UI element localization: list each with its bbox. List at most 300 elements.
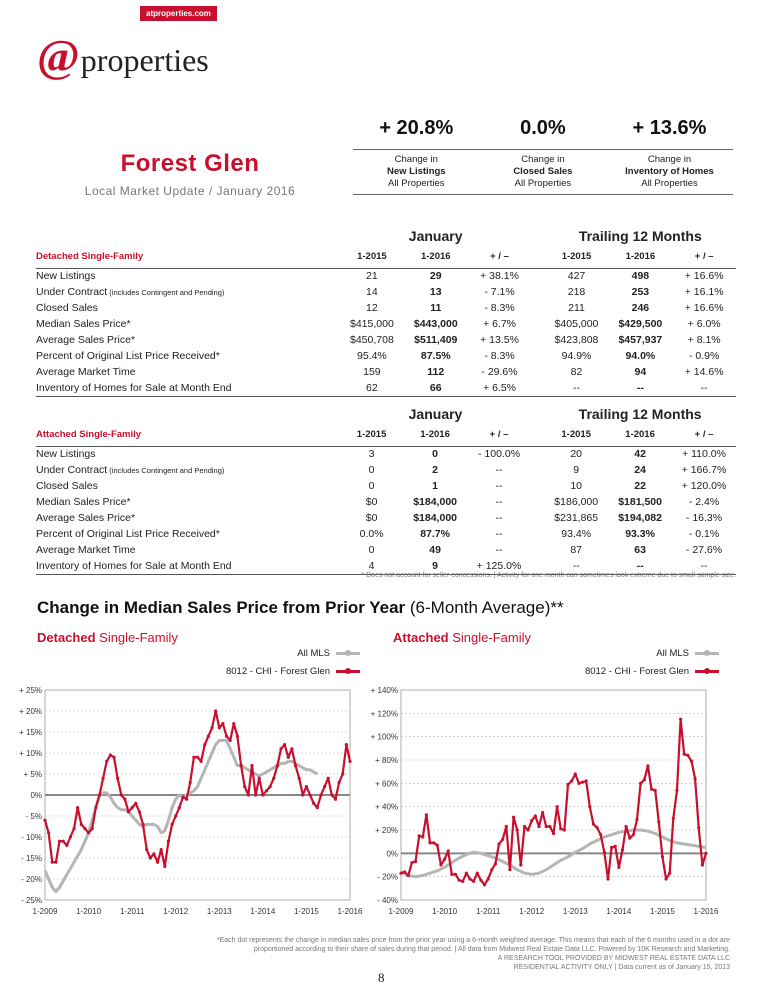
- x-tick-label: 1-2013: [562, 907, 588, 916]
- data-point: [308, 793, 311, 796]
- table-row: [36, 300, 736, 316]
- table-cell: - 2.4%: [688, 496, 720, 508]
- y-tick-label: 0%: [30, 791, 42, 800]
- table-cell: 0.0%: [359, 528, 384, 540]
- table-cell: 82: [570, 366, 583, 378]
- chart-detached-heading: [37, 630, 178, 645]
- y-tick-label: - 15%: [21, 854, 42, 863]
- data-point: [301, 793, 304, 796]
- data-point: [330, 793, 333, 796]
- row-label: Median Sales Price*: [36, 496, 131, 508]
- headline-metric: New Listings: [387, 166, 446, 177]
- group-header-trailing: Trailing 12 Months: [578, 406, 702, 422]
- table-cell: $423,808: [554, 334, 599, 346]
- data-point: [683, 753, 686, 756]
- data-point: [432, 841, 435, 844]
- row-label: Inventory of Homes for Sale at Month End: [36, 380, 340, 396]
- row-label: Average Sales Price*: [36, 512, 136, 524]
- headline-line: Change in: [394, 154, 438, 165]
- data-point: [279, 747, 282, 750]
- table-cell: 93.3%: [625, 528, 655, 540]
- table-cell: 95.4%: [357, 350, 387, 362]
- data-point: [181, 796, 184, 799]
- data-point: [116, 777, 119, 780]
- headline-inventory: [606, 117, 733, 195]
- table-cell: 29: [429, 270, 442, 283]
- column-header: + / –: [467, 424, 531, 446]
- table-row: [36, 348, 736, 364]
- y-tick-label: + 40%: [375, 802, 398, 812]
- table-cell: --: [495, 512, 503, 524]
- data-point: [468, 877, 471, 880]
- data-point: [210, 726, 213, 729]
- data-point: [694, 777, 697, 780]
- data-point: [672, 817, 675, 820]
- data-point: [497, 842, 500, 845]
- data-point: [76, 806, 79, 809]
- data-point: [610, 846, 613, 849]
- data-point: [247, 793, 250, 796]
- y-tick-label: + 120%: [370, 709, 398, 719]
- data-point: [592, 823, 595, 826]
- table-cell: $186,000: [554, 496, 599, 508]
- column-header: 1-2016: [608, 424, 672, 446]
- footer-line: *Each dot represents the change in median sales price from the prior year using a 6-month weighted average. This means that each of the 6 months used in a dot are: [216, 937, 730, 944]
- data-point: [581, 781, 584, 784]
- data-point: [570, 779, 573, 782]
- data-point: [483, 883, 486, 886]
- data-point: [141, 823, 144, 826]
- data-point: [229, 739, 232, 742]
- table-cell: + 6.0%: [687, 318, 721, 330]
- data-point: [566, 783, 569, 786]
- data-point: [192, 756, 195, 759]
- column-header: + / –: [672, 246, 736, 268]
- table-cell: 0: [368, 480, 375, 492]
- table-cell: 63: [634, 544, 646, 556]
- y-tick-label: - 40%: [377, 896, 398, 905]
- data-point: [109, 754, 112, 757]
- table-cell: - 100.0%: [478, 448, 521, 461]
- data-point: [519, 863, 522, 866]
- table-cell: --: [608, 380, 672, 396]
- legend-label-all-mls: All MLS: [297, 647, 330, 659]
- table-cell: + 6.7%: [483, 318, 516, 330]
- data-point: [407, 874, 410, 877]
- data-point: [203, 743, 206, 746]
- table-cell: + 110.0%: [682, 448, 726, 461]
- table-cell: 24: [634, 464, 646, 476]
- data-point: [541, 811, 544, 814]
- table-cell: - 0.1%: [688, 528, 720, 540]
- row-label: Median Sales Price*: [36, 318, 131, 330]
- y-tick-label: + 80%: [375, 756, 398, 765]
- data-point: [47, 831, 50, 834]
- table-cell: $457,937: [618, 334, 663, 346]
- table-cell: 112: [427, 366, 445, 378]
- table-row: [36, 526, 736, 542]
- chart-attached-heading: [393, 630, 531, 645]
- x-tick-label: 1-2009: [32, 907, 58, 916]
- row-label: Average Sales Price*: [36, 334, 136, 346]
- data-point: [447, 849, 450, 852]
- group-header-trailing: Trailing 12 Months: [578, 228, 702, 244]
- headline-stats: [353, 117, 733, 195]
- attached-price-chart: [370, 680, 726, 920]
- table-cell: 49: [429, 544, 441, 556]
- table-cell: 94.9%: [561, 350, 592, 362]
- table-cell: 21: [366, 270, 378, 283]
- table-spacer: [36, 404, 340, 424]
- column-header: 1-2016: [608, 246, 672, 268]
- headline-scope: All Properties: [514, 178, 572, 189]
- table-cell: 87: [570, 544, 583, 556]
- data-point: [218, 726, 221, 729]
- table-row: [36, 462, 736, 478]
- data-point: [254, 793, 257, 796]
- data-point: [414, 860, 417, 863]
- data-point: [686, 754, 689, 757]
- data-point: [679, 718, 682, 721]
- data-point: [101, 777, 104, 780]
- table-cell: --: [495, 464, 503, 476]
- data-point: [399, 872, 402, 875]
- data-point: [617, 866, 620, 869]
- data-point: [87, 831, 90, 834]
- data-point: [490, 868, 493, 871]
- plot-frame: [401, 690, 706, 900]
- data-point: [170, 823, 173, 826]
- data-point: [258, 777, 261, 780]
- y-tick-label: + 20%: [375, 826, 398, 835]
- data-point: [189, 781, 192, 784]
- data-point: [225, 735, 228, 738]
- legend-swatch-local: [336, 670, 360, 673]
- data-point: [80, 823, 83, 826]
- data-point: [523, 825, 526, 828]
- data-point: [505, 825, 508, 828]
- table-cell: $184,000: [413, 496, 457, 508]
- table-cell: 246: [631, 302, 650, 314]
- table-cell: 11: [430, 302, 442, 314]
- x-tick-label: 1-2010: [76, 907, 102, 916]
- data-point: [614, 845, 617, 848]
- table-spacer: [36, 226, 340, 246]
- data-point: [443, 858, 446, 861]
- data-point: [290, 747, 293, 750]
- table-cell: --: [495, 480, 503, 492]
- data-point: [479, 879, 482, 882]
- table-cell: $0: [365, 496, 378, 508]
- table-row: [36, 284, 736, 300]
- data-point: [494, 862, 497, 865]
- x-tick-label: 1-2013: [206, 907, 232, 916]
- table-cell: --: [544, 558, 608, 574]
- data-point: [94, 806, 97, 809]
- x-tick-label: 1-2015: [293, 907, 319, 916]
- data-point: [476, 872, 479, 875]
- company-logo: [37, 30, 209, 81]
- data-point: [123, 798, 126, 801]
- x-tick-label: 1-2009: [388, 907, 414, 916]
- data-point: [72, 827, 75, 830]
- data-point: [131, 806, 134, 809]
- y-tick-label: + 100%: [370, 732, 398, 742]
- data-point: [250, 764, 253, 767]
- table-cell: 20: [570, 448, 583, 461]
- table-cell: $405,000: [554, 318, 599, 330]
- table-row: [36, 364, 736, 380]
- data-point: [668, 872, 671, 875]
- legend-label-all-mls: All MLS: [656, 647, 689, 659]
- table-cell: - 16.3%: [685, 512, 723, 524]
- data-point: [646, 764, 649, 767]
- legend-swatch-local: [695, 670, 719, 673]
- data-point: [421, 835, 424, 838]
- data-point: [200, 760, 203, 763]
- data-point: [348, 760, 351, 763]
- table-cell: 42: [634, 448, 646, 461]
- legend-label-local: 8012 - CHI - Forest Glen: [584, 665, 689, 677]
- section-title: Detached Single-Family: [36, 246, 340, 268]
- data-point: [639, 782, 642, 785]
- data-point: [487, 877, 490, 880]
- data-point: [704, 852, 707, 855]
- table-cell: + 166.7%: [681, 464, 727, 476]
- table-row: [36, 380, 736, 396]
- headline-pct: + 13.6%: [632, 117, 707, 139]
- data-point: [457, 879, 460, 882]
- series-line-local: [401, 719, 706, 885]
- data-point: [145, 848, 148, 851]
- table-cell: $184,000: [413, 512, 457, 524]
- data-point: [425, 813, 428, 816]
- data-point: [461, 880, 464, 883]
- headline-scope: All Properties: [641, 178, 698, 189]
- table-cell: 87.5%: [420, 350, 451, 362]
- logo-wordmark: properties: [80, 42, 209, 78]
- table-cell: 14: [366, 286, 378, 298]
- data-point: [54, 861, 57, 864]
- data-point: [603, 851, 606, 854]
- attached-stats-table: [36, 404, 736, 575]
- y-tick-label: - 20%: [377, 872, 398, 882]
- data-point: [51, 861, 54, 864]
- x-tick-label: 1-2014: [250, 907, 276, 916]
- data-point: [156, 861, 159, 864]
- data-point: [269, 785, 272, 788]
- table-cell: 62: [340, 380, 404, 396]
- table-cell: + 16.6%: [684, 270, 724, 283]
- table-cell: 253: [631, 286, 650, 298]
- legend-swatch-all-mls: [695, 652, 719, 655]
- table-cell: --: [672, 558, 736, 574]
- table-cell: 0: [368, 464, 375, 476]
- x-tick-label: 1-2012: [163, 907, 189, 916]
- data-point: [149, 856, 152, 859]
- column-header: 1-2016: [404, 246, 468, 268]
- headline-metric: Closed Sales: [513, 166, 573, 177]
- column-header: + / –: [672, 424, 736, 446]
- y-tick-label: + 10%: [19, 749, 42, 758]
- x-tick-label: 1-2012: [519, 907, 545, 916]
- section-title: Attached Single-Family: [36, 424, 340, 446]
- data-point: [221, 722, 224, 725]
- data-point: [232, 722, 235, 725]
- row-label: Under Contract (includes Contingent and Pending): [36, 464, 225, 476]
- table-cell: + 16.1%: [684, 286, 724, 298]
- table-row: [36, 510, 736, 526]
- data-point: [628, 837, 631, 840]
- table-row: [36, 478, 736, 494]
- row-label: Percent of Original List Price Received*: [36, 350, 220, 362]
- data-point: [294, 764, 297, 767]
- table-cell: 13: [429, 286, 442, 298]
- data-point: [545, 825, 548, 828]
- data-point: [323, 785, 326, 788]
- chart-heading-bold: Attached: [393, 630, 449, 645]
- row-label: Average Market Time: [36, 544, 136, 556]
- table-cell: - 0.9%: [688, 350, 720, 362]
- data-point: [664, 877, 667, 880]
- y-tick-label: + 20%: [19, 707, 42, 716]
- data-point: [563, 828, 566, 831]
- data-point: [428, 841, 431, 844]
- data-point: [697, 826, 700, 829]
- data-point: [690, 760, 693, 763]
- data-point: [127, 810, 130, 813]
- table-cell: $231,865: [554, 512, 599, 524]
- chart-attached-legend: [519, 644, 719, 680]
- data-point: [701, 863, 704, 866]
- table-cell: + 6.5%: [468, 380, 532, 396]
- data-point: [98, 793, 101, 796]
- headline-closed-sales: [480, 117, 607, 195]
- data-point: [185, 798, 188, 801]
- data-point: [657, 820, 660, 823]
- site-url-tag[interactable]: atproperties.com: [140, 6, 217, 21]
- column-header: 1-2015: [545, 246, 609, 268]
- column-header: 1-2015: [544, 424, 608, 446]
- table-cell: 0: [432, 448, 439, 461]
- data-point: [635, 818, 638, 821]
- x-tick-label: 1-2015: [649, 907, 675, 916]
- column-header: 1-2016: [403, 424, 467, 446]
- table-cell: + 16.6%: [684, 302, 724, 314]
- x-tick-label: 1-2014: [606, 907, 632, 916]
- data-point: [272, 777, 275, 780]
- table-cell: $429,500: [618, 318, 663, 330]
- data-point: [588, 805, 591, 808]
- table-cell: 218: [567, 286, 586, 298]
- table-cell: 94: [634, 366, 647, 378]
- table-row: [36, 316, 736, 332]
- column-header: + / –: [468, 246, 532, 268]
- table-cell: --: [545, 380, 609, 396]
- table-cell: $194,082: [618, 512, 662, 524]
- x-tick-label: 1-2011: [475, 907, 501, 916]
- table-cell: 2: [432, 464, 439, 476]
- table-cell: + 13.5%: [480, 334, 519, 346]
- data-point: [58, 840, 61, 843]
- x-tick-label: 1-2010: [432, 907, 458, 916]
- y-tick-label: + 25%: [19, 686, 42, 695]
- data-point: [439, 863, 442, 866]
- charts-title-main: Change in Median Sales Price from Prior Year: [37, 598, 406, 617]
- data-point: [120, 793, 123, 796]
- headline-desc: [480, 149, 607, 195]
- logo-at-symbol: @: [37, 30, 80, 81]
- y-tick-label: - 25%: [21, 896, 42, 905]
- y-tick-label: + 60%: [375, 779, 398, 789]
- data-point: [43, 819, 46, 822]
- table-cell: + 120.0%: [681, 480, 727, 492]
- data-point: [534, 814, 537, 817]
- table-cell: --: [495, 544, 503, 556]
- data-point: [283, 743, 286, 746]
- data-point: [338, 781, 341, 784]
- data-point: [465, 872, 468, 875]
- data-point: [537, 825, 540, 828]
- table-cell: --: [495, 528, 503, 540]
- table-cell: --: [495, 496, 503, 508]
- data-point: [167, 840, 170, 843]
- chart-heading-bold: Detached: [37, 630, 96, 645]
- data-point: [559, 827, 562, 830]
- data-point: [62, 840, 65, 843]
- table-cell: 1: [432, 480, 439, 492]
- data-point: [69, 835, 72, 838]
- charts-section-title: [37, 598, 564, 618]
- table-row: [36, 268, 736, 284]
- group-header-month: January: [408, 228, 463, 244]
- headline-desc: [606, 149, 733, 195]
- data-point: [632, 833, 635, 836]
- table-cell: 3: [368, 448, 375, 461]
- table-cell: - 7.1%: [484, 286, 515, 298]
- data-point: [316, 806, 319, 809]
- data-point: [526, 828, 529, 831]
- data-point: [163, 865, 166, 868]
- data-point: [298, 777, 301, 780]
- data-point: [174, 814, 177, 817]
- data-point: [574, 772, 577, 775]
- page-footer: [150, 936, 730, 972]
- table-cell: $443,000: [413, 318, 458, 330]
- x-tick-label: 1-2016: [693, 907, 719, 916]
- table-cell: - 8.3%: [484, 302, 515, 314]
- data-point: [265, 789, 268, 792]
- table-cell: 9: [573, 464, 580, 476]
- table-row: [36, 542, 736, 558]
- table-cell: 211: [568, 302, 585, 314]
- table-cell: 10: [570, 480, 583, 492]
- data-point: [112, 756, 115, 759]
- data-point: [327, 777, 330, 780]
- data-point: [178, 806, 181, 809]
- headline-desc: [353, 149, 480, 195]
- y-tick-label: - 5%: [25, 812, 42, 821]
- table-cell: + 8.1%: [687, 334, 721, 346]
- data-point: [160, 848, 163, 851]
- page-number: 8: [378, 970, 385, 985]
- table-cell: $415,000: [349, 318, 394, 330]
- table-cell: 12: [366, 302, 378, 314]
- headline-line: Change in: [647, 154, 692, 165]
- row-label: New Listings: [36, 270, 96, 283]
- data-point: [134, 802, 137, 805]
- data-point: [577, 782, 580, 785]
